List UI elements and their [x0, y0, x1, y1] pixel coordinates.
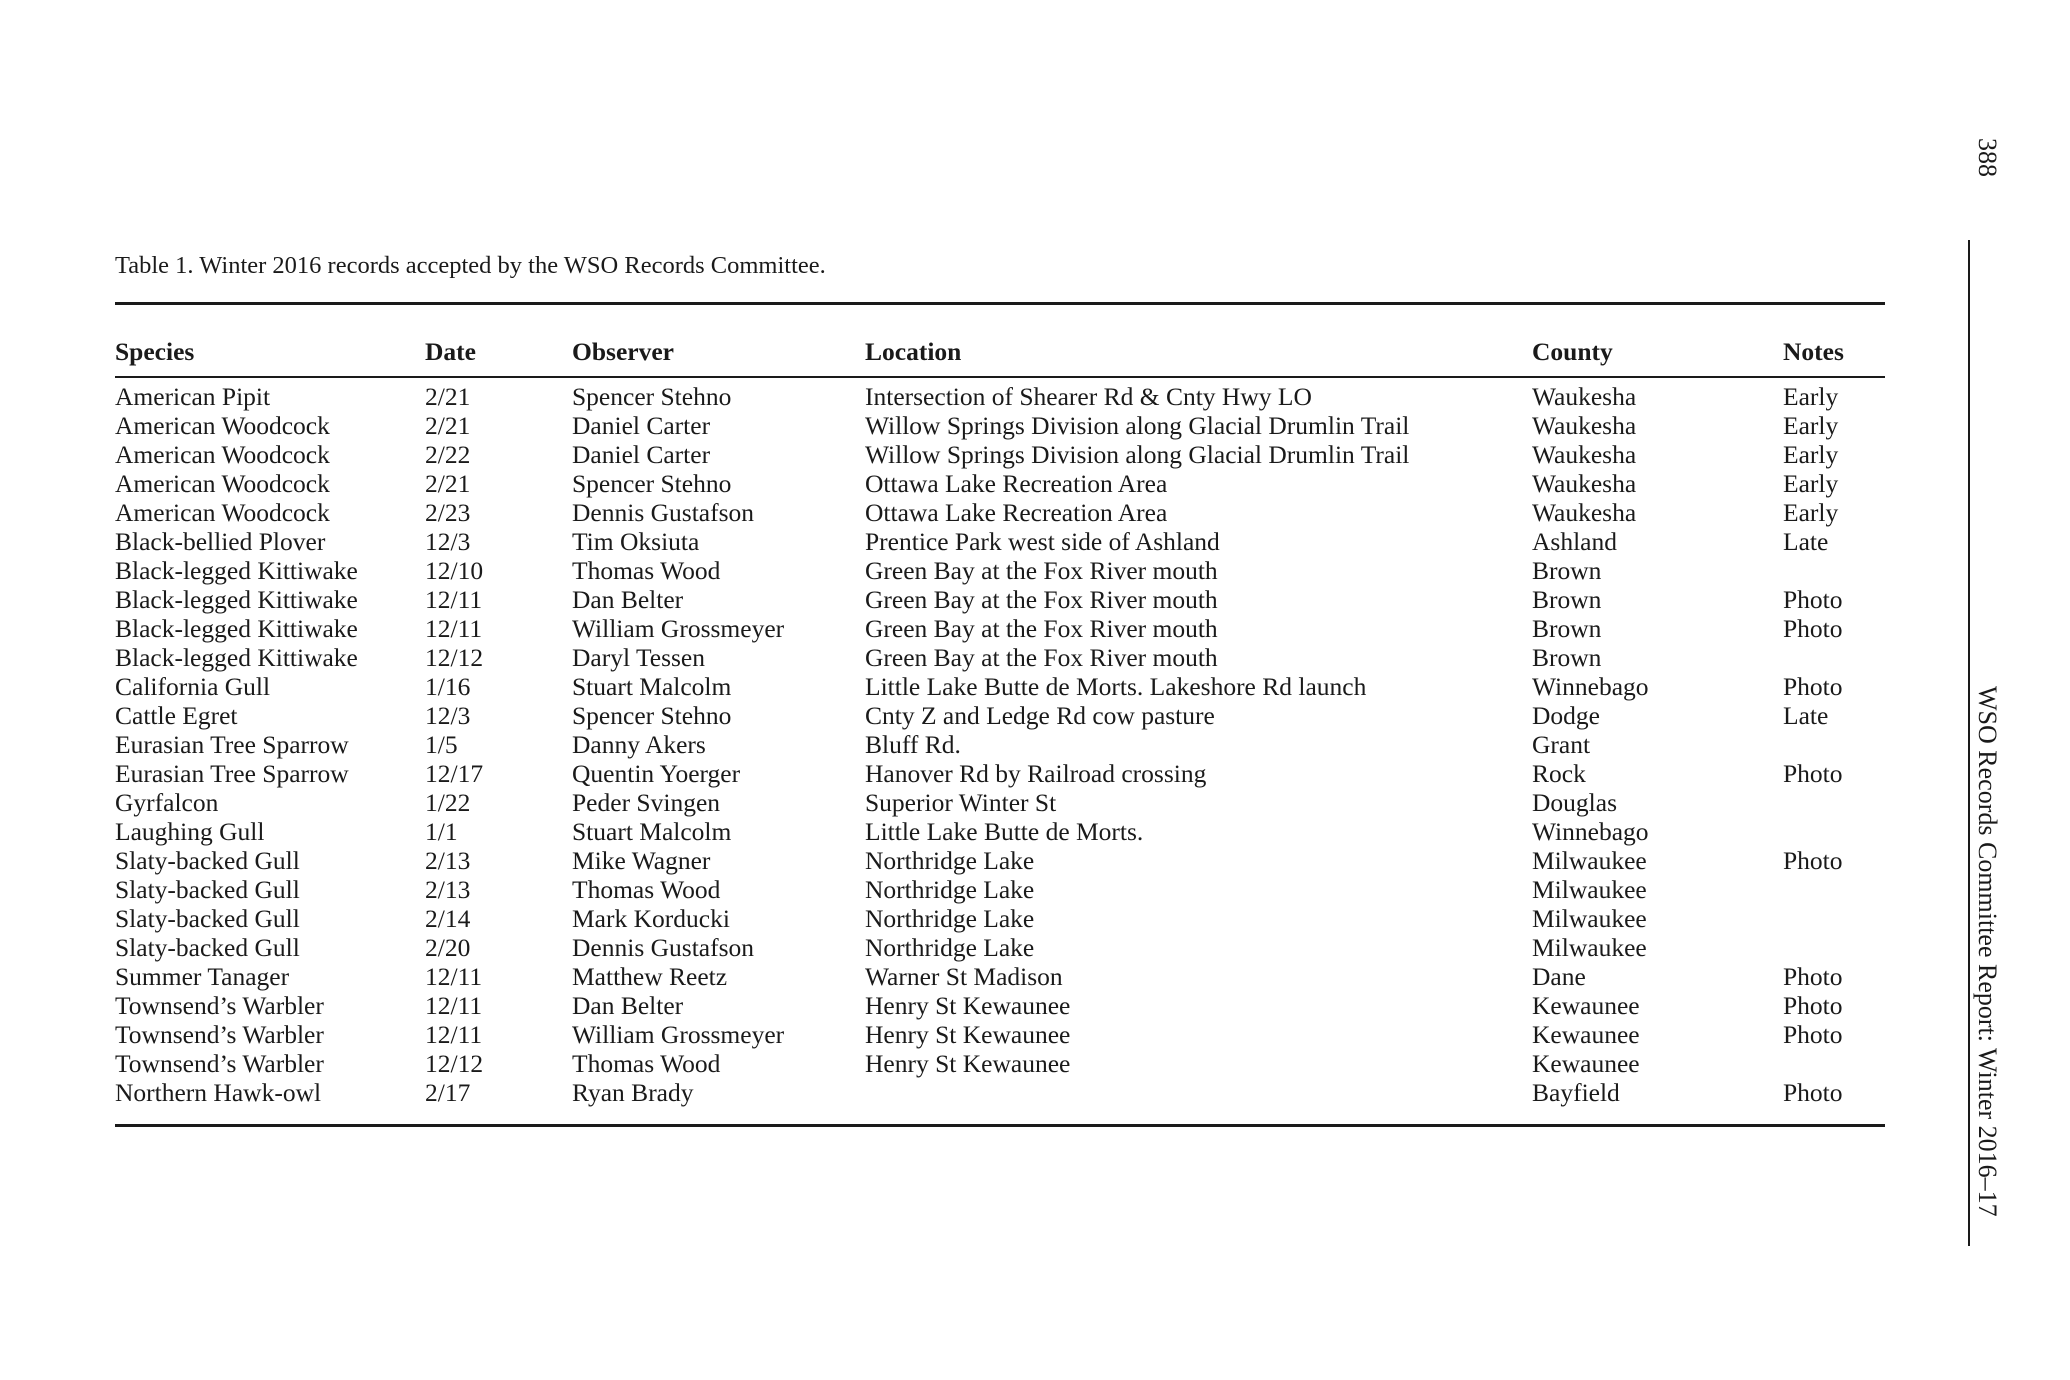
- cell-county: Dodge: [1532, 701, 1600, 730]
- cell-observer: Dan Belter: [572, 585, 684, 614]
- cell-species: Slaty-backed Gull: [115, 846, 300, 875]
- table-row: [115, 759, 1885, 788]
- cell-location: Cnty Z and Ledge Rd cow pasture: [865, 701, 1215, 730]
- cell-location: Green Bay at the Fox River mouth: [865, 556, 1218, 585]
- cell-observer: Peder Svingen: [572, 788, 721, 817]
- table-row: [115, 556, 1885, 585]
- cell-date: 12/11: [425, 962, 483, 991]
- cell-notes: Photo: [1783, 962, 1843, 991]
- cell-county: Milwaukee: [1532, 904, 1647, 933]
- cell-notes: Early: [1783, 382, 1839, 411]
- table-row: [115, 498, 1885, 527]
- cell-species: Eurasian Tree Sparrow: [115, 759, 349, 788]
- cell-date: 1/1: [425, 817, 458, 846]
- header-location: Location: [865, 337, 962, 366]
- cell-location: Ottawa Lake Recreation Area: [865, 498, 1168, 527]
- table-row: [115, 788, 1885, 817]
- cell-species: Eurasian Tree Sparrow: [115, 730, 349, 759]
- cell-notes: Photo: [1783, 614, 1843, 643]
- cell-date: 2/23: [425, 498, 471, 527]
- cell-county: Kewaunee: [1532, 1020, 1640, 1049]
- cell-notes: Photo: [1783, 1020, 1843, 1049]
- cell-date: 2/13: [425, 846, 471, 875]
- cell-date: 2/17: [425, 1078, 471, 1107]
- cell-location: Henry St Kewaunee: [865, 1020, 1071, 1049]
- cell-county: Grant: [1532, 730, 1591, 759]
- header-species: Species: [115, 337, 195, 366]
- table-row: [115, 730, 1885, 759]
- cell-observer: Spencer Stehno: [572, 701, 732, 730]
- cell-location: Green Bay at the Fox River mouth: [865, 614, 1218, 643]
- cell-county: Ashland: [1532, 527, 1617, 556]
- table-top-rule: [115, 302, 1885, 305]
- table-row: [115, 614, 1885, 643]
- cell-location: Superior Winter St: [865, 788, 1057, 817]
- cell-county: Waukesha: [1532, 382, 1637, 411]
- cell-species: Cattle Egret: [115, 701, 238, 730]
- cell-observer: Danny Akers: [572, 730, 706, 759]
- cell-location: Northridge Lake: [865, 904, 1035, 933]
- cell-species: Black-legged Kittiwake: [115, 556, 358, 585]
- cell-notes: Late: [1783, 527, 1829, 556]
- table-row: [115, 585, 1885, 614]
- table-row: [115, 527, 1885, 556]
- cell-species: Black-legged Kittiwake: [115, 643, 358, 672]
- cell-observer: Spencer Stehno: [572, 469, 732, 498]
- cell-county: Winnebago: [1532, 672, 1649, 701]
- table-caption: Table 1. Winter 2016 records accepted by the WSO Records Committee.: [115, 252, 826, 279]
- cell-species: Northern Hawk-owl: [115, 1078, 322, 1107]
- cell-date: 2/21: [425, 411, 471, 440]
- cell-county: Milwaukee: [1532, 846, 1647, 875]
- cell-location: Hanover Rd by Railroad crossing: [865, 759, 1207, 788]
- cell-location: Green Bay at the Fox River mouth: [865, 585, 1218, 614]
- cell-species: Black-legged Kittiwake: [115, 614, 358, 643]
- cell-species: Black-legged Kittiwake: [115, 585, 358, 614]
- cell-date: 12/11: [425, 614, 483, 643]
- cell-notes: Early: [1783, 411, 1839, 440]
- cell-observer: Thomas Wood: [572, 875, 721, 904]
- cell-county: Winnebago: [1532, 817, 1649, 846]
- cell-date: 1/5: [425, 730, 458, 759]
- table-row: [115, 817, 1885, 846]
- table-row: [115, 701, 1885, 730]
- cell-county: Waukesha: [1532, 440, 1637, 469]
- cell-location: Warner St Madison: [865, 962, 1063, 991]
- table-header-rule: [115, 376, 1885, 378]
- cell-notes: Photo: [1783, 991, 1843, 1020]
- cell-observer: Daniel Carter: [572, 440, 711, 469]
- table-row: [115, 933, 1885, 962]
- cell-county: Rock: [1532, 759, 1586, 788]
- cell-observer: Quentin Yoerger: [572, 759, 741, 788]
- cell-notes: Early: [1783, 440, 1839, 469]
- table-row: [115, 1049, 1885, 1078]
- cell-location: Bluff Rd.: [865, 730, 961, 759]
- cell-date: 1/22: [425, 788, 471, 817]
- cell-species: American Woodcock: [115, 411, 330, 440]
- cell-date: 2/21: [425, 469, 471, 498]
- cell-observer: Ryan Brady: [572, 1078, 694, 1107]
- cell-species: American Pipit: [115, 382, 271, 411]
- cell-notes: Early: [1783, 469, 1839, 498]
- cell-observer: Dan Belter: [572, 991, 684, 1020]
- cell-location: Ottawa Lake Recreation Area: [865, 469, 1168, 498]
- table-row: [115, 411, 1885, 440]
- running-head-rule: [1968, 240, 1970, 1246]
- cell-date: 2/22: [425, 440, 471, 469]
- cell-county: Milwaukee: [1532, 933, 1647, 962]
- cell-species: Townsend’s Warbler: [115, 1020, 324, 1049]
- cell-observer: Stuart Malcolm: [572, 672, 732, 701]
- cell-county: Douglas: [1532, 788, 1617, 817]
- cell-location: Henry St Kewaunee: [865, 991, 1071, 1020]
- cell-species: Slaty-backed Gull: [115, 933, 300, 962]
- cell-species: American Woodcock: [115, 469, 330, 498]
- cell-location: Northridge Lake: [865, 846, 1035, 875]
- cell-date: 1/16: [425, 672, 471, 701]
- cell-observer: Spencer Stehno: [572, 382, 732, 411]
- cell-date: 2/13: [425, 875, 471, 904]
- table-row: [115, 991, 1885, 1020]
- table-row: [115, 904, 1885, 933]
- cell-date: 12/12: [425, 1049, 484, 1078]
- cell-county: Brown: [1532, 585, 1602, 614]
- cell-location: Willow Springs Division along Glacial Drumlin Trail: [865, 411, 1410, 440]
- header-county: County: [1532, 337, 1613, 366]
- header-observer: Observer: [572, 337, 674, 366]
- cell-observer: William Grossmeyer: [572, 614, 785, 643]
- cell-county: Kewaunee: [1532, 1049, 1640, 1078]
- cell-notes: Photo: [1783, 672, 1843, 701]
- table-row: [115, 1020, 1885, 1049]
- cell-county: Brown: [1532, 556, 1602, 585]
- cell-species: American Woodcock: [115, 498, 330, 527]
- table-row: [115, 382, 1885, 411]
- running-head: WSO Records Committee Report: Winter 2016–17: [1973, 686, 2002, 1217]
- cell-county: Waukesha: [1532, 411, 1637, 440]
- header-date: Date: [425, 337, 476, 366]
- cell-observer: Dennis Gustafson: [572, 933, 755, 962]
- table-row: [115, 1078, 1885, 1107]
- cell-date: 2/21: [425, 382, 471, 411]
- cell-observer: Mark Korducki: [572, 904, 730, 933]
- cell-county: Waukesha: [1532, 469, 1637, 498]
- cell-location: Little Lake Butte de Morts. Lakeshore Rd launch: [865, 672, 1367, 701]
- cell-notes: Photo: [1783, 1078, 1843, 1107]
- cell-date: 12/12: [425, 643, 484, 672]
- cell-date: 2/20: [425, 933, 471, 962]
- cell-observer: Mike Wagner: [572, 846, 711, 875]
- cell-county: Kewaunee: [1532, 991, 1640, 1020]
- cell-date: 12/17: [425, 759, 484, 788]
- cell-notes: Photo: [1783, 846, 1843, 875]
- cell-county: Waukesha: [1532, 498, 1637, 527]
- cell-location: Prentice Park west side of Ashland: [865, 527, 1220, 556]
- cell-notes: Photo: [1783, 759, 1843, 788]
- cell-species: Townsend’s Warbler: [115, 1049, 324, 1078]
- cell-county: Milwaukee: [1532, 875, 1647, 904]
- cell-location: Willow Springs Division along Glacial Drumlin Trail: [865, 440, 1410, 469]
- cell-county: Brown: [1532, 614, 1602, 643]
- cell-observer: William Grossmeyer: [572, 1020, 785, 1049]
- table-row: [115, 440, 1885, 469]
- cell-observer: Stuart Malcolm: [572, 817, 732, 846]
- table-row: [115, 643, 1885, 672]
- table-row: [115, 962, 1885, 991]
- cell-observer: Thomas Wood: [572, 1049, 721, 1078]
- table-bottom-rule: [115, 1124, 1885, 1127]
- cell-date: 12/3: [425, 527, 471, 556]
- header-notes: Notes: [1783, 337, 1844, 366]
- cell-date: 12/11: [425, 1020, 483, 1049]
- cell-species: Slaty-backed Gull: [115, 875, 300, 904]
- cell-species: Summer Tanager: [115, 962, 290, 991]
- table-header-row: [115, 337, 1885, 366]
- cell-location: Little Lake Butte de Morts.: [865, 817, 1144, 846]
- table-row: [115, 875, 1885, 904]
- table-row: [115, 469, 1885, 498]
- cell-county: Dane: [1532, 962, 1586, 991]
- cell-observer: Thomas Wood: [572, 556, 721, 585]
- cell-date: 12/11: [425, 991, 483, 1020]
- table-row: [115, 672, 1885, 701]
- cell-county: Bayfield: [1532, 1078, 1620, 1107]
- cell-location: Northridge Lake: [865, 875, 1035, 904]
- cell-observer: Tim Oksiuta: [572, 527, 700, 556]
- cell-observer: Daryl Tessen: [572, 643, 706, 672]
- page-number: 388: [1973, 138, 2002, 177]
- cell-notes: Photo: [1783, 585, 1843, 614]
- cell-observer: Dennis Gustafson: [572, 498, 755, 527]
- cell-date: 12/10: [425, 556, 484, 585]
- table-row: [115, 846, 1885, 875]
- cell-date: 12/3: [425, 701, 471, 730]
- cell-location: Henry St Kewaunee: [865, 1049, 1071, 1078]
- records-table: [115, 337, 1885, 1107]
- cell-location: Northridge Lake: [865, 933, 1035, 962]
- cell-location: Green Bay at the Fox River mouth: [865, 643, 1218, 672]
- cell-species: American Woodcock: [115, 440, 330, 469]
- cell-observer: Matthew Reetz: [572, 962, 728, 991]
- cell-species: Townsend’s Warbler: [115, 991, 324, 1020]
- cell-date: 2/14: [425, 904, 471, 933]
- cell-species: Slaty-backed Gull: [115, 904, 300, 933]
- table-body: [115, 382, 1885, 1107]
- cell-species: Laughing Gull: [115, 817, 265, 846]
- cell-location: Intersection of Shearer Rd & Cnty Hwy LO: [865, 382, 1312, 411]
- cell-observer: Daniel Carter: [572, 411, 711, 440]
- cell-species: Black-bellied Plover: [115, 527, 326, 556]
- cell-species: Gyrfalcon: [115, 788, 219, 817]
- cell-notes: Late: [1783, 701, 1829, 730]
- cell-county: Brown: [1532, 643, 1602, 672]
- cell-date: 12/11: [425, 585, 483, 614]
- cell-species: California Gull: [115, 672, 271, 701]
- cell-notes: Early: [1783, 498, 1839, 527]
